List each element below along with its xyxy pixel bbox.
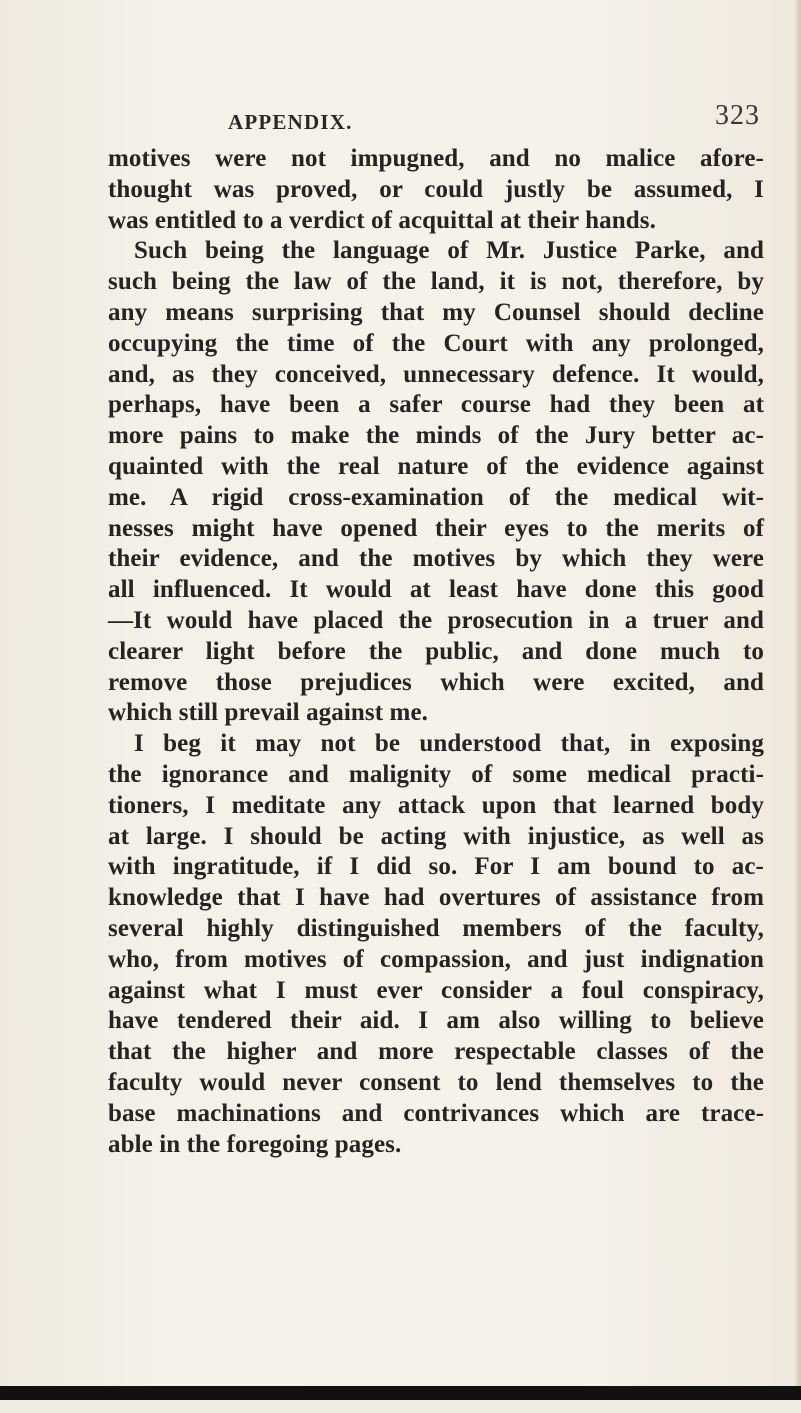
text-line: their evidence, and the motives by which they were	[108, 545, 764, 573]
text-line: motives were not impugned, and no malice afore-	[108, 145, 764, 172]
scan-margin	[0, 1400, 801, 1413]
text-line: knowledge that I have had overtures of assistance from	[108, 884, 764, 912]
text-line: with ingratitude, if I did so. For I am bound to ac-	[108, 853, 764, 881]
running-head: APPENDIX.	[228, 110, 353, 134]
text-line: against what I must ever consider a foul conspiracy,	[108, 976, 764, 1004]
text-line: clearer light before the public, and done much to	[108, 637, 764, 665]
text-line: Such being the language of Mr. Justice Parke, and	[134, 237, 764, 265]
text-line: who, from motives of compassion, and just indignation	[108, 945, 764, 973]
text-line: several highly distinguished members of the faculty,	[108, 914, 764, 942]
text-line: any means surprising that my Counsel should decline	[108, 298, 764, 326]
text-line: such being the law of the land, it is not, therefore, by	[108, 268, 764, 296]
page-header	[60, 100, 760, 140]
text-line: nesses might have opened their eyes to the merits of	[108, 514, 764, 542]
body-text	[108, 144, 764, 1160]
text-line: all influenced. It would at least have done this good	[108, 576, 764, 604]
text-line: thought was proved, or could justly be assumed, I	[108, 175, 764, 203]
text-line: was entitled to a verdict of acquittal at their hands.	[108, 206, 656, 234]
text-line: that the higher and more respectable classes of the	[108, 1038, 764, 1066]
text-line: more pains to make the minds of the Jury better ac-	[108, 422, 764, 450]
text-line: tioners, I meditate any attack upon that learned body	[108, 791, 764, 819]
text-line: base machinations and contrivances which are trace-	[108, 1099, 764, 1127]
text-line: have tendered their aid. I am also willing to believe	[108, 1007, 764, 1035]
text-line: —It would have placed the prosecution in a truer and	[108, 606, 764, 634]
text-line: occupying the time of the Court with any prolonged,	[108, 329, 764, 357]
text-line: the ignorance and malignity of some medical practi-	[108, 760, 764, 788]
text-line: remove those prejudices which were excited, and	[108, 668, 764, 696]
text-line: perhaps, have been a safer course had they been at	[108, 391, 764, 419]
scan-bottom-edge	[0, 1386, 801, 1400]
text-line: me. A rigid cross-examination of the medical wit-	[108, 483, 764, 511]
text-line: which still prevail against me.	[108, 699, 429, 727]
page-number: 323	[715, 100, 760, 131]
text-line: quainted with the real nature of the evidence against	[108, 452, 764, 480]
text-line: able in the foregoing pages.	[108, 1130, 402, 1158]
page-edge	[795, 0, 801, 1413]
text-line: and, as they conceived, unnecessary defence. It would,	[108, 360, 764, 388]
text-line: I beg it may not be understood that, in exposing	[134, 730, 764, 758]
text-line: at large. I should be acting with injustice, as well as	[108, 822, 764, 850]
text-line: faculty would never consent to lend themselves to the	[108, 1068, 764, 1096]
